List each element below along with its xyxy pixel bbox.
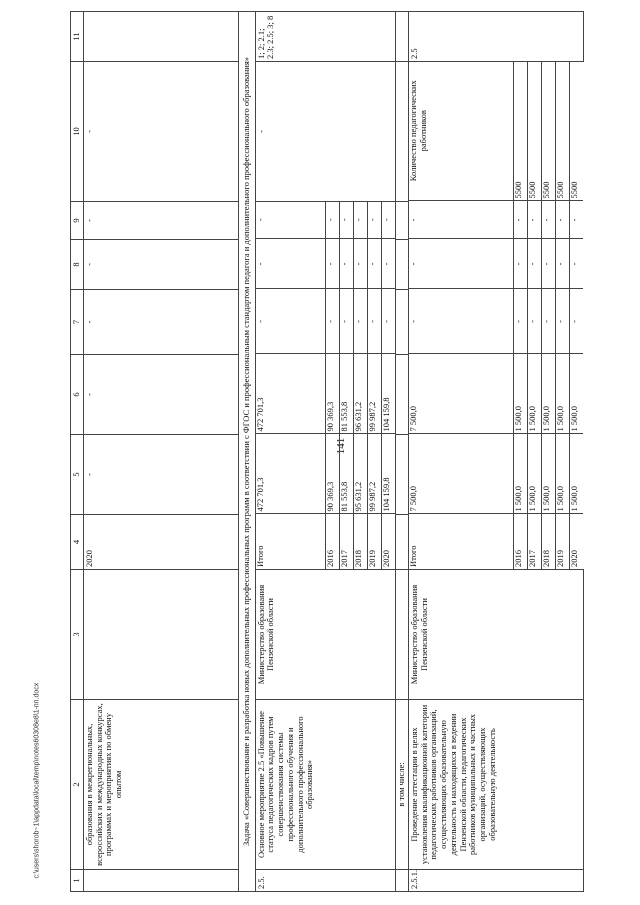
row-2-5-1-year: 2019 1 500,0 1 500,0 - - - 5500 <box>556 61 570 569</box>
cont-c8: - <box>83 240 238 290</box>
page-number: 141 <box>335 437 347 455</box>
row-2-5-name: Основное мероприятие 2.5 «Повышение статуса педагогических кадров путем совершенствования системы профессионального обучения и дополнительного профессионального образования» <box>255 700 396 870</box>
row-2-5-year: 2017 81 553,8 81 553,8 - - - <box>340 201 354 569</box>
task-heading: Задача «Совершенствование и разработка новых дополнительных профессиональных программ в соответствии с ФГОС и профессиональным стандартом педагога и дополнительного профессионального образования» <box>238 12 255 892</box>
row-2-5-total: Итого 472 701,3 472 701,3 - - - <box>256 201 326 569</box>
row-2-5-1-name: Проведение аттестации в целях установления квалификационной категории педагогических работников организаций, осуществляющих образовательную деятельность и находящихся в ведении Пензенской области, педагогических работников муниципальных и частных организаций, осуществляющих образовательную деятельность <box>408 700 583 870</box>
row-2-5-num: 2.5. <box>255 870 396 892</box>
cont-year: 2020 <box>83 515 238 570</box>
including-label: в том числе: <box>396 700 409 870</box>
col-header-11: 11 <box>71 12 84 62</box>
col-header-5: 5 <box>71 435 84 515</box>
col-header-3: 3 <box>71 570 84 700</box>
row-2-5-1-executor: Министерство образования Пензенской области <box>408 570 583 700</box>
row-2-5-1-num: 2.5.1. <box>408 870 583 892</box>
cont-c10: - <box>83 62 238 202</box>
cont-c6: - <box>83 355 238 435</box>
col-header-7: 7 <box>71 290 84 355</box>
row-2-5-year: 2016 90 369,3 90 369,3 - - - <box>326 201 340 569</box>
row-2-5-1-year: 2018 1 500,0 1 500,0 - - - 5500 <box>542 61 556 569</box>
col-header-1: 1 <box>71 870 84 892</box>
row-2-5-c10: - <box>255 62 396 202</box>
row-2-5-1 <box>408 12 583 892</box>
row-2-5-1-c11: 2.5 <box>408 12 583 62</box>
header-row <box>71 12 84 892</box>
col-header-10: 10 <box>71 62 84 202</box>
rotated-table-container <box>70 12 640 892</box>
col-header-6: 6 <box>71 355 84 435</box>
row-2-5-executor: Министерство образования Пензенской области <box>255 570 396 700</box>
row-2-5-1-total: Итого 7 500,0 7 500,0 - - - Количество педагогических работников <box>409 61 514 569</box>
row-2-5-financing <box>255 202 396 570</box>
row-2-5 <box>255 12 396 892</box>
cont-c11 <box>83 12 238 62</box>
file-path: c:\users\shorob~1\appdata\local\temp\notes60308e8\1-пп.docx <box>33 682 41 879</box>
col-header-2: 2 <box>71 700 84 870</box>
col-header-8: 8 <box>71 240 84 290</box>
task-row <box>238 12 255 892</box>
cont-c7: - <box>83 290 238 355</box>
row-2-5-year: 2019 99 987,2 99 987,2 - - - <box>368 201 382 569</box>
program-table <box>70 11 584 892</box>
continuation-row <box>83 12 238 892</box>
col-header-4: 4 <box>71 515 84 570</box>
col-header-9: 9 <box>71 202 84 240</box>
row-2-5-c11: 1; 2; 2.1; 2.3; 2.5; 3; 8 <box>255 12 396 62</box>
row-2-5-1-year: 2020 1 500,0 1 500,0 - - - 5500 <box>570 61 584 569</box>
row-2-5-1-year: 2017 1 500,0 1 500,0 - - - 5500 <box>528 61 542 569</box>
cont-name: образования в межрегиональных, всероссийских и международных конкурсах, программах и мероприятиях по обмену опытом <box>83 700 238 870</box>
cont-c5: - <box>83 435 238 515</box>
row-2-5-year: 2020 104 159,8 104 159,8 - - - <box>382 201 396 569</box>
row-2-5-1-financing <box>408 62 583 570</box>
row-2-5-1-year: 2016 1 500,0 1 500,0 - - - 5500 <box>514 61 528 569</box>
including-row <box>396 12 409 892</box>
cont-c9: - <box>83 202 238 240</box>
row-2-5-year: 2018 95 631,2 96 631,2 - - - <box>354 201 368 569</box>
